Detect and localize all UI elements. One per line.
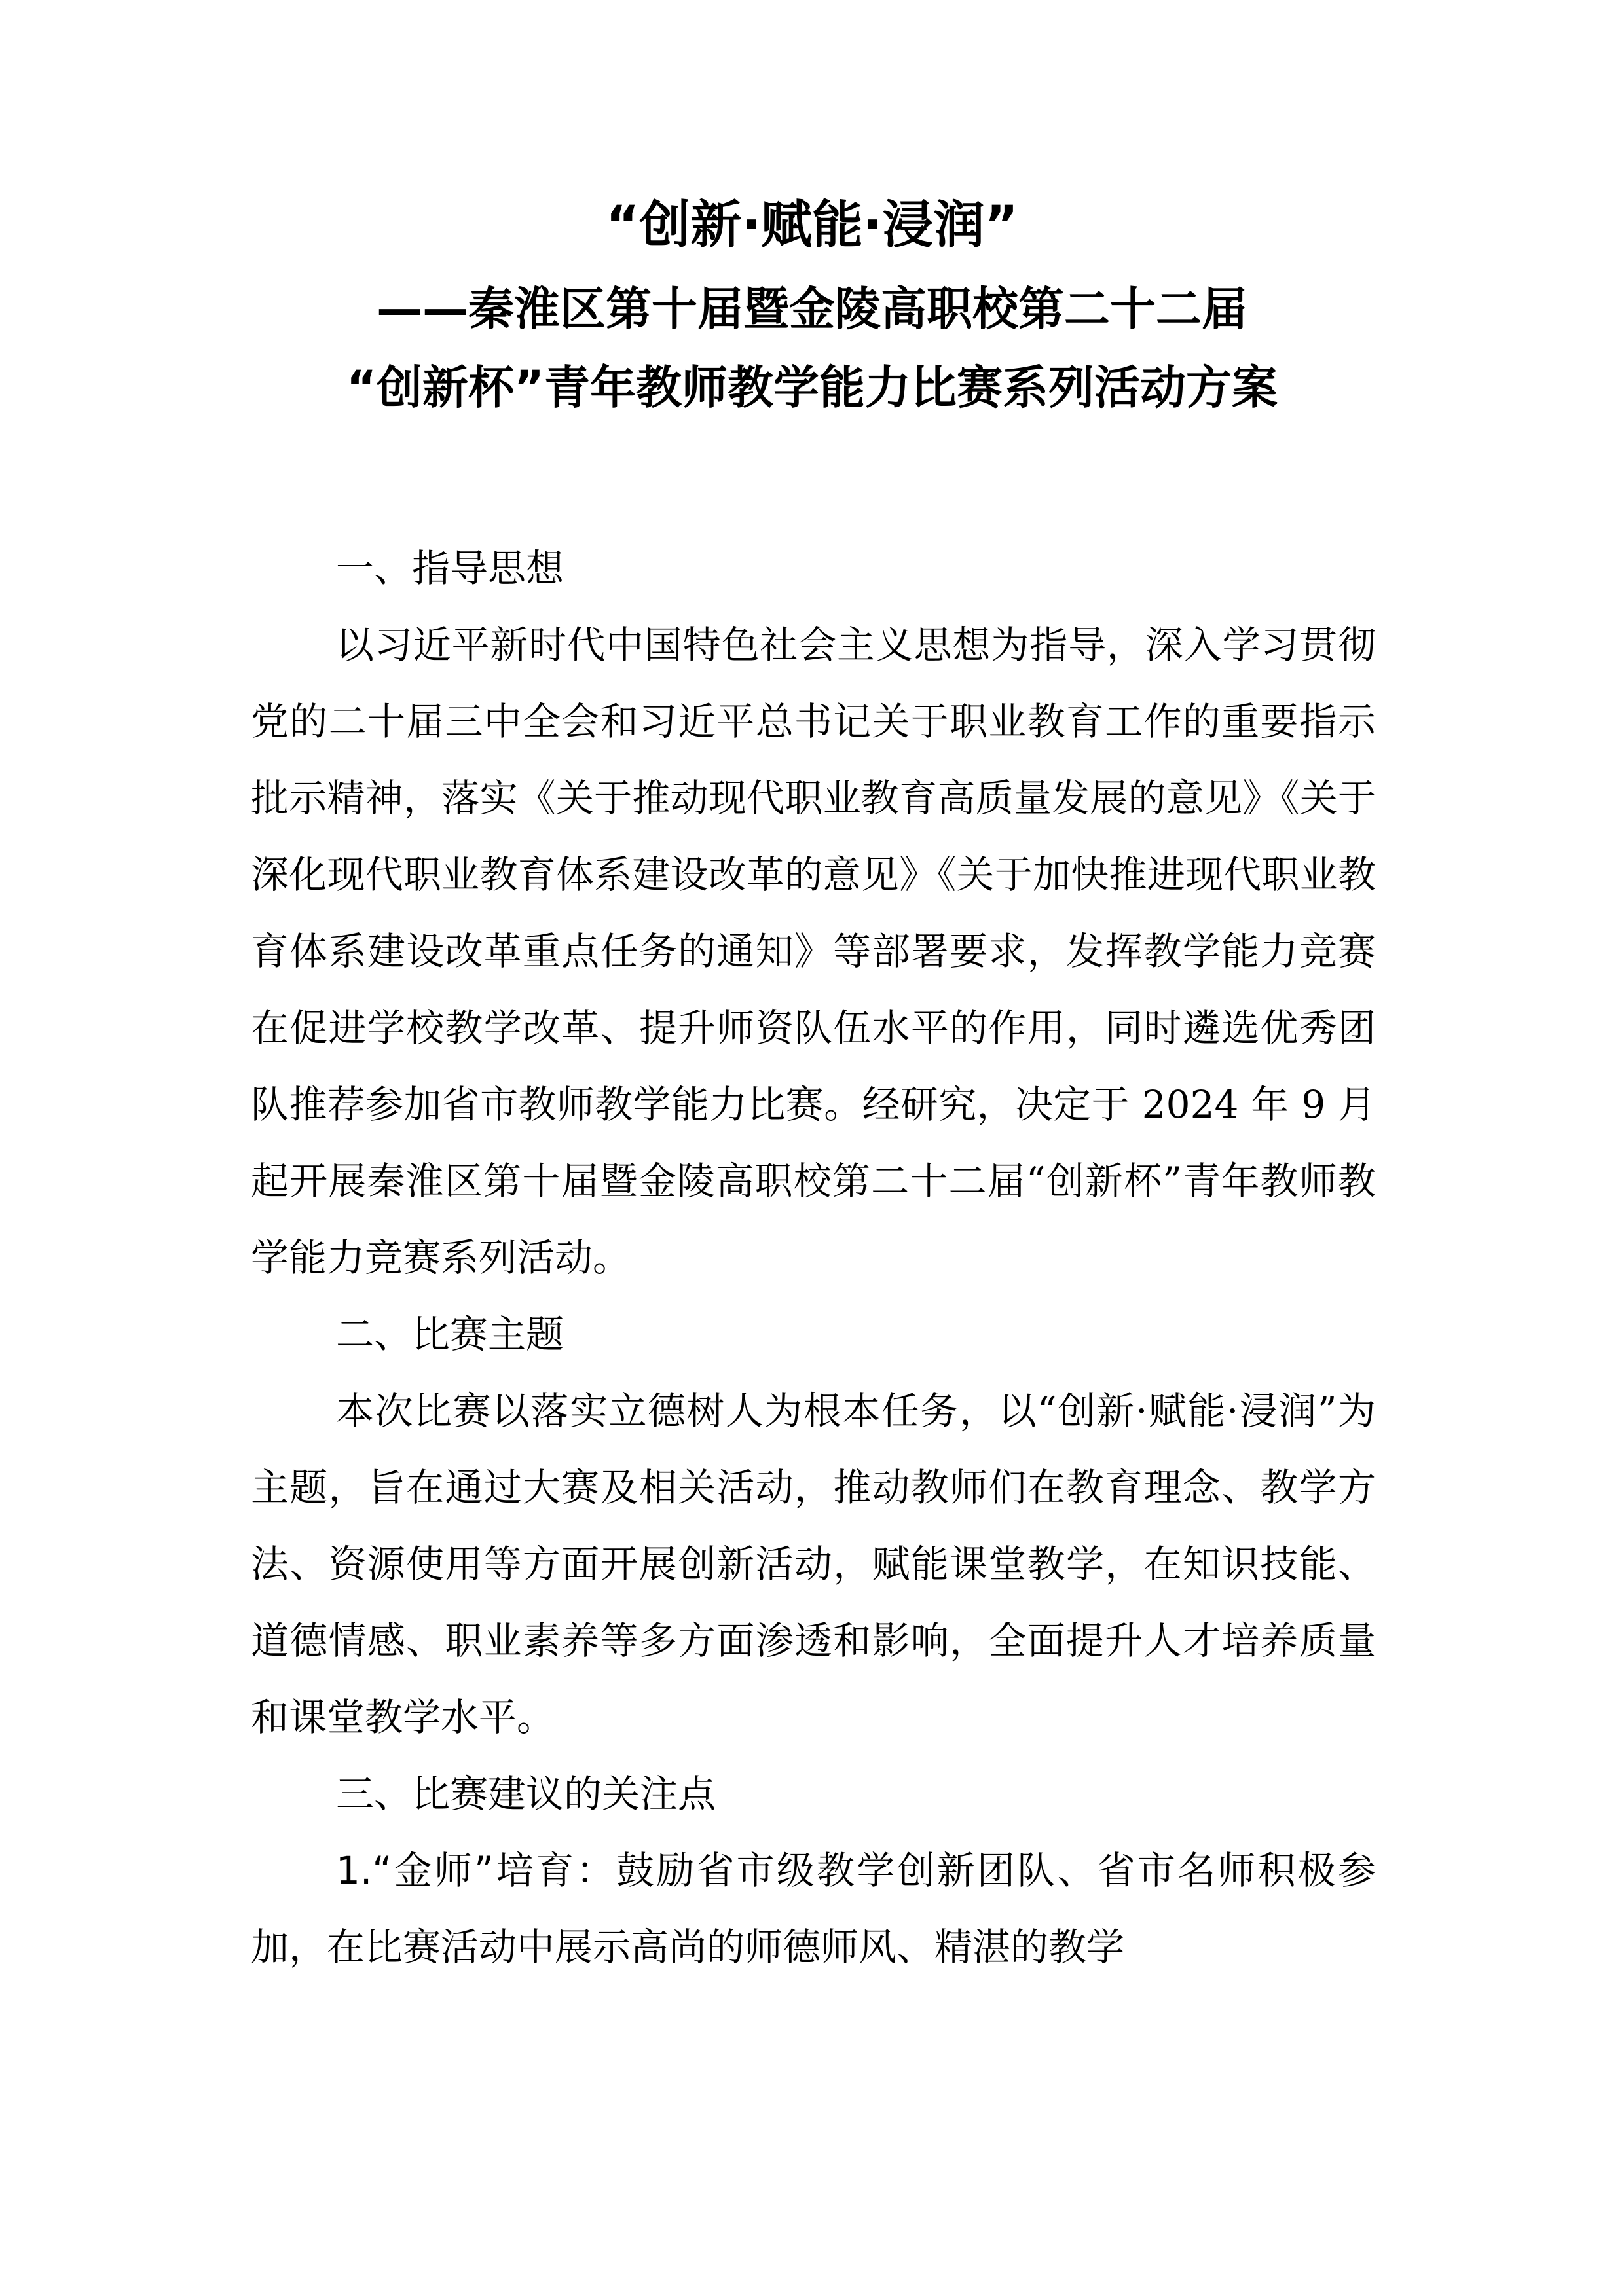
section-heading-theme: 二、比赛主题 bbox=[336, 1312, 564, 1357]
focus-point-item-1-text: 鼓励省市级教学创新团队、省市名师积极参加，在比赛活动中展示高尚的师德师风、精湛的教学 bbox=[251, 1848, 1376, 1969]
document-title: “创新·赋能·浸润” bbox=[606, 196, 1018, 255]
section-heading-guiding-thought: 一、指导思想 bbox=[336, 546, 564, 591]
document-subtitle-line-2: “创新杯”青年教师教学能力比赛系列活动方案 bbox=[346, 361, 1278, 415]
focus-point-item-1-lead: 1.“金师”培育： bbox=[336, 1848, 616, 1893]
section-text-guiding-thought: 以习近平新时代中国特色社会主义思想为指导，深入学习贯彻党的二十届三中全会和习近平总书记关于职业教育工作的重要指示批示精神，落实《关于推动现代职业教育高质量发展的意见》《关于深化现代职业教育体系建设改革的意见》《关于加快推进现代职业教育体系建设改革重点任务的通知》等部署要求，发挥教学能力竞赛在促进学校教学改革、提升师资队伍水平的作用，同时遴选优秀团队推荐参加省市教师教学能力比赛。经研究，决定于 2024 年 9 月起开展秦淮区第十届暨金陵高职校第二十二届“创新杯”青年教师教学能力竞赛系列活动。 bbox=[251, 623, 1376, 1280]
document-title-block bbox=[0, 196, 1624, 441]
section-heading-focus-points: 三、比赛建议的关注点 bbox=[336, 1772, 716, 1816]
focus-point-item-1 bbox=[251, 1832, 1376, 1986]
document-subtitle-line-1: ——秦淮区第十届暨金陵高职校第二十二届 bbox=[377, 282, 1247, 336]
document-body bbox=[251, 530, 1376, 1986]
section-text-theme: 本次比赛以落实立德树人为根本任务，以“创新·赋能·浸润”为主题，旨在通过大赛及相关活动，推动教师们在教育理念、教学方法、资源使用等方面开展创新活动，赋能课堂教学，在知识技能、道德情感、职业素养等多方面渗透和影响，全面提升人才培养质量和课堂教学水平。 bbox=[251, 1389, 1376, 1740]
